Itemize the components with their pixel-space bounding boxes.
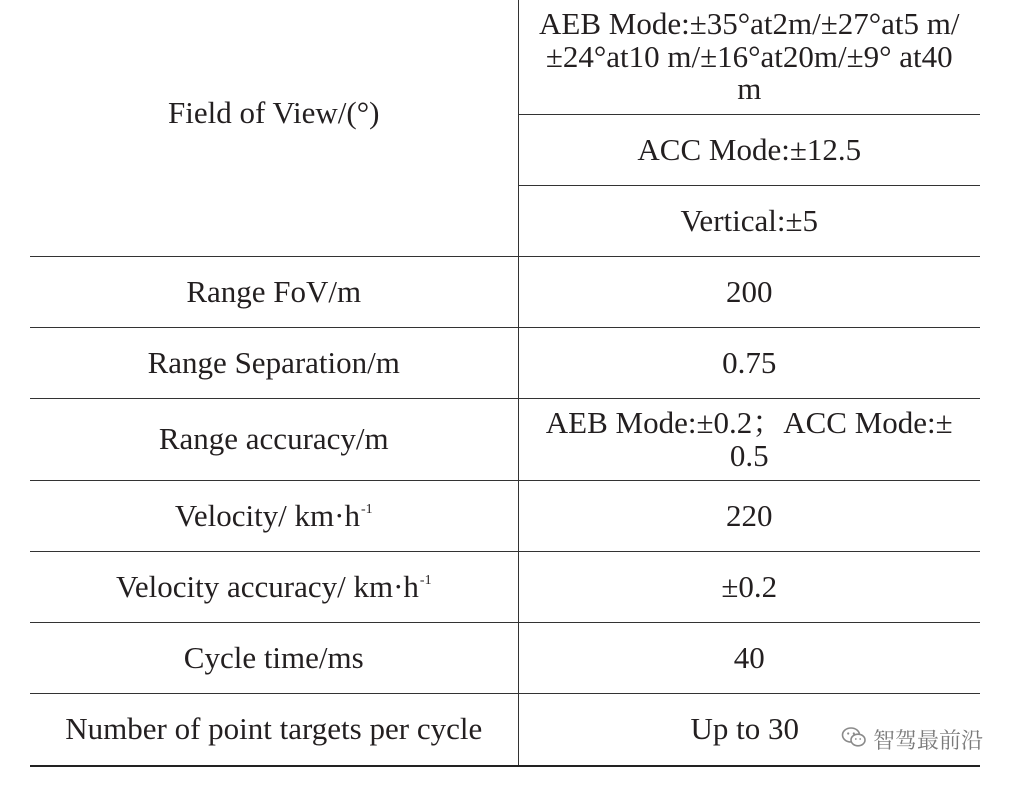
velocity-accuracy-value: ±0.2 — [518, 552, 980, 623]
range-accuracy-label: Range accuracy/m — [30, 399, 518, 481]
velocity-label-text: Velocity/ km·h — [174, 497, 360, 533]
velocity-value: 220 — [518, 481, 980, 552]
fov-acc-value: ACC Mode:±12.5 — [519, 114, 981, 185]
velocity-label-exponent: -1 — [360, 502, 373, 518]
table-row — [30, 623, 980, 694]
range-fov-label: Range FoV/m — [30, 257, 518, 328]
cycle-time-value: 40 — [518, 623, 980, 694]
fov-vertical-value: Vertical:±5 — [519, 185, 981, 256]
field-of-view-values — [518, 0, 980, 257]
range-fov-value: 200 — [518, 257, 980, 328]
point-targets-value: Up to 30 — [518, 694, 980, 766]
range-separation-value: 0.75 — [518, 328, 980, 399]
velocity-accuracy-label-text: Velocity accuracy/ km·h — [115, 568, 419, 604]
table-row — [30, 694, 980, 766]
table-row-field-of-view — [30, 0, 980, 257]
velocity-label — [30, 481, 518, 552]
field-of-view-label: Field of View/(°) — [30, 0, 518, 257]
table-row — [30, 481, 980, 552]
point-targets-label: Number of point targets per cycle — [30, 694, 518, 766]
table-row — [30, 552, 980, 623]
watermark — [841, 724, 983, 755]
cycle-time-label: Cycle time/ms — [30, 623, 518, 694]
watermark-text: 智驾最前沿 — [872, 729, 983, 754]
table-row — [30, 257, 980, 328]
wechat-icon — [841, 725, 867, 755]
range-separation-label: Range Separation/m — [30, 328, 518, 399]
velocity-accuracy-label-exponent: -1 — [419, 573, 432, 589]
range-accuracy-value: AEB Mode:±0.2；ACC Mode:± 0.5 — [518, 399, 980, 481]
table-row — [30, 328, 980, 399]
velocity-accuracy-label — [30, 552, 518, 623]
spec-table — [30, 0, 980, 767]
table-row — [30, 399, 980, 481]
fov-aeb-value: AEB Mode:±35°at2m/±27°at5 m/±24°at10 m/±16°at20m/±9° at40 m — [539, 6, 960, 107]
